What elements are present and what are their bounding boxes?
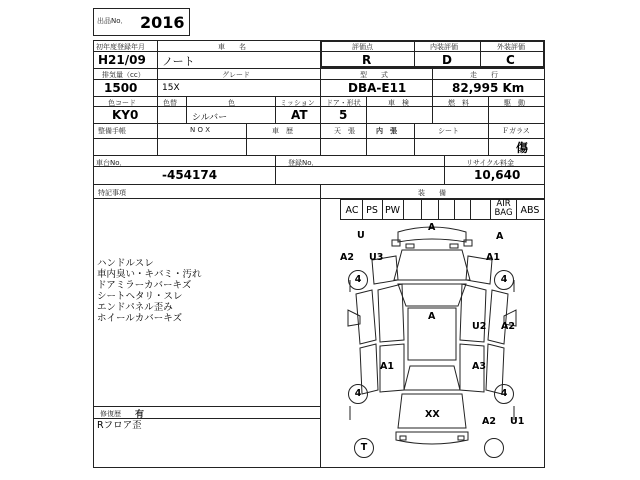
lot-label: 出品No． — [97, 17, 128, 25]
color-change-label: 色替 — [163, 99, 177, 107]
damage-t-rear-left: T — [354, 438, 374, 458]
equipment-ac: AC — [345, 205, 359, 216]
color-code-value: KY0 — [112, 108, 139, 122]
exterior-value: C — [506, 53, 515, 67]
repair-label: 修復歴 — [100, 410, 121, 418]
recycle-value: 10,640 — [474, 168, 521, 182]
damage-tire-fl: 4 — [348, 270, 368, 290]
damage-roof: A — [428, 311, 436, 322]
damage-a2-right: A2 — [501, 321, 515, 332]
interior-value: D — [442, 53, 452, 67]
first-reg-value: H21/09 — [98, 53, 146, 67]
model-label: 型 式 — [360, 71, 388, 79]
remark-line: ハンドルスレ — [97, 258, 154, 269]
inspection-label: 車 検 — [388, 99, 409, 107]
doors-label: ドア・形状 — [326, 99, 361, 107]
model-value: DBA-E11 — [348, 81, 407, 95]
interior-label: 内装評価 — [430, 43, 458, 51]
chassis-value: -454174 — [162, 168, 218, 182]
inner-label: 内 張 — [376, 127, 397, 135]
car-name-label: 車 名 — [218, 43, 246, 51]
damage-a2-front-left: A2 — [340, 252, 354, 263]
damage-tire-rl: 4 — [348, 384, 368, 404]
history-label: 車 歴 — [272, 127, 293, 135]
color-code-label: 色コード — [108, 99, 136, 107]
equipment-label: 装 備 — [418, 189, 446, 197]
grade-value: 15X — [162, 83, 180, 93]
drive-label: 駆 動 — [504, 99, 525, 107]
remark-line: エンドパネル歪み — [97, 302, 173, 313]
mileage-value: 82,995 Km — [452, 81, 525, 95]
equipment-abs: ABS — [520, 205, 540, 216]
color-label: 色 — [228, 99, 235, 107]
damage-a-front-right: A — [496, 231, 504, 242]
equipment-ps: PS — [366, 205, 378, 216]
damage-tire-rr: 4 — [494, 384, 514, 404]
damage-u1-rear-right: U1 — [510, 416, 525, 427]
damage-u3-front-left: U3 — [369, 252, 384, 263]
mileage-label: 走 行 — [470, 71, 498, 79]
damage-tire-fr: 4 — [494, 270, 514, 290]
remark-line: シートヘタリ・スレ — [97, 291, 183, 302]
car-name-value: ノート — [162, 55, 195, 68]
maintenance-label: 整備手帳 — [98, 127, 126, 135]
registration-label: 登録No． — [288, 159, 319, 167]
fglass-value: 傷 — [516, 141, 529, 155]
score-label: 評価点 — [352, 43, 373, 51]
damage-u2-right: U2 — [472, 321, 487, 332]
damage-a2-rear-right: A2 — [482, 416, 496, 427]
damage-a1-front-right: A1 — [486, 252, 500, 263]
remarks-label: 特記事項 — [98, 189, 126, 197]
first-reg-label: 初年度登録年月 — [96, 43, 145, 51]
displacement-label: 排気量（cc） — [102, 71, 145, 79]
repair-note: Rフロア歪 — [97, 420, 142, 431]
score-value: R — [362, 53, 372, 67]
nox-label: N O X — [190, 126, 210, 134]
color-value: シルバー — [192, 113, 228, 123]
transmission-label: ミッション — [280, 99, 315, 107]
remark-line: 車内臭い・キバミ・汚れ — [97, 269, 202, 280]
exterior-label: 外装評価 — [497, 43, 525, 51]
grade-label: グレード — [222, 71, 250, 79]
repair-value: 有 — [135, 410, 145, 420]
fuel-label: 燃 料 — [448, 99, 469, 107]
damage-a1-left: A1 — [380, 361, 394, 372]
damage-rear: XX — [425, 409, 440, 420]
doors-value: 5 — [339, 108, 348, 122]
transmission-value: AT — [291, 108, 308, 122]
damage-front-bumper: A — [428, 222, 436, 233]
fglass-label: Ｆガラス — [502, 127, 530, 135]
rear-right-circle — [484, 438, 504, 458]
remark-line: ドアミラーカバーキズ — [97, 280, 192, 291]
seat-label: シート — [438, 127, 459, 135]
recycle-label: リサイクル料金 — [466, 159, 515, 167]
remark-line: ホイールカバーキズ — [97, 313, 183, 324]
chassis-label: 車台No． — [96, 159, 127, 167]
damage-u-front-left: U — [357, 230, 365, 241]
equipment-pw: PW — [384, 205, 401, 216]
equipment-airbag: AIR BAG — [494, 199, 513, 218]
damage-a3-right: A3 — [472, 361, 486, 372]
displacement-value: 1500 — [104, 81, 138, 95]
lot-number: 2016 — [140, 13, 185, 32]
ceiling-label: 天 張 — [334, 127, 355, 135]
